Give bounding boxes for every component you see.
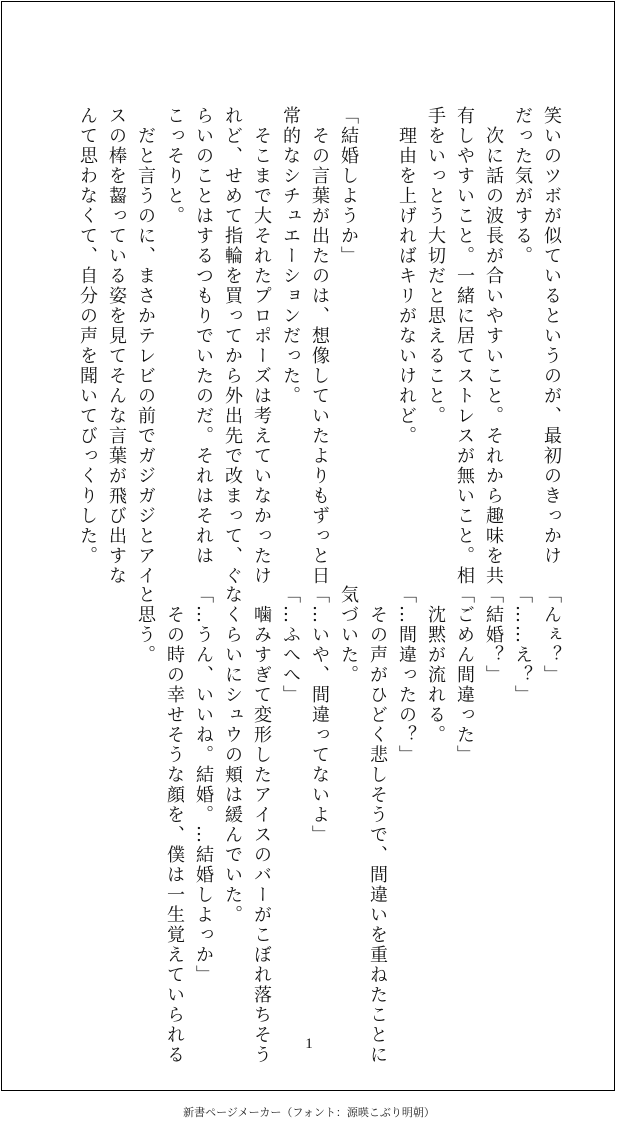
body-text-lower: 「んぇ？」 「……え？」 「結婚？」 「ごめん間違った」 沈黙が流れる。 「…間違ったの？」 その声がひどく悲しそうで、間違いを重ねたことに 気づいた。 「…いや、間違ってないよ」 「…ふへへ」 噛みすぎて変形したアイスのバーがこぼれ落ちそう なくらいにシュウの頬は緩んでいた。 「…うん、いいね。結婚。…結婚しよっか」 その時の幸せそうな顔を、僕は一生覚えていられる と思う。: [135, 585, 562, 1065]
footer-credit: 新書ページメーカー（フォント：源暎こぶり明朝）: [183, 1106, 435, 1119]
manuscript-page: [1, 1, 615, 1091]
body-text-upper: 笑いのツボが似ているというのが、最初のきっかけ だった気がする。 次に話の波長が合いやすいこと。それから趣味を共 有しやすいこと。一緒に居てストレスが無いこと。相 手をいっとう大切だと思えること。 理由を上げればキリがないけれど。 「結婚しようか」 その言葉が出たのは、想像していたよりもずっと日 常的なシチュエーションだった。 そこまで大それたプロポーズは考えていなかったけ れど、せめて指輪を買ってから外出先で改まって、ぐ らいのことはするつもりでいたのだ。それはそれは こっそりと。 だと言うのに、まさかテレビの前でガジガジとアイ スの棒を齧っている姿を見てそんな言葉が飛び出すな んて思わなくて、自分の声を聞いてびっくりした。: [77, 106, 562, 586]
page-number: 1: [305, 1036, 313, 1052]
